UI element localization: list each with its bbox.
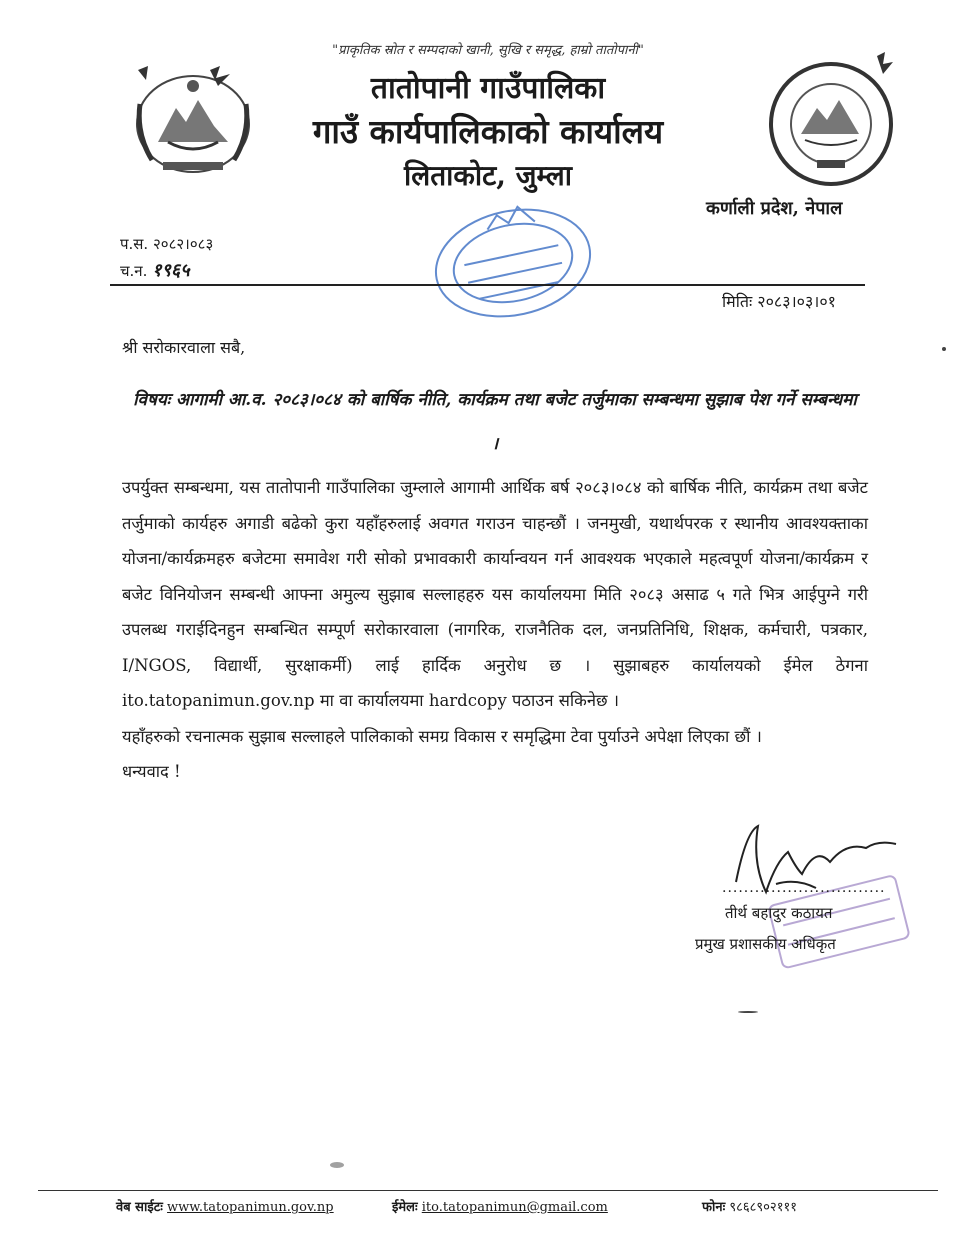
- ps-value: २०८२।०८३: [152, 235, 214, 253]
- signatory-name: तीर्थ बहादुर कठायत: [725, 904, 833, 922]
- subject-line: विषयः आगामी आ.व. २०८३।०८४ को बार्षिक नीति, कार्यक्रम तथा बजेट तर्जुमाका सम्बन्धमा सुझाब पेश गर्ने सम्बन्धमा ।: [133, 390, 857, 454]
- body-paragraph: उपर्युक्त सम्बन्धमा, यस तातोपानी गाउँपालिका जुम्लाले आगामी आर्थिक बर्ष २०८३।०८४ को बार्षिक नीति, कार्यक्रम तथा बजेट तर्जुमाको कार्यहरु अगाडी बढेको कुरा यहाँहरुलाई अवगत गराउन चाहन्छौं । जनमुखी, यथार्थपरक र स्थानीय आवश्यक्ताका योजना/कार्यक्रमहरु बजेटमा समावेश गरी सोको प्रभावकारी कार्यान्वयन गर्न आवश्यक भएकाले महत्वपूर्ण योजना/कार्यक्रम र बजेट विनियोजन सम्बन्धी आफ्ना अमुल्य सुझाब सल्लाहहरु यस कार्यालयमा मिति २०८३ असाढ ५ गते भित्र आईपुग्ने गरी उपलब्ध गराईदिनहुन सम्बन्धित सम्पूर्ण सरोकारवाला (नागरिक, राजनैतिक दल, जनप्रतिनिधि, शिक्षक, कर्मचारी, पत्रकार, I/NGOS, विद्यार्थी, सुरक्षाकर्मी) लाई हार्दिक अनुरोध छ । सुझाबहरु कार्यालयको ईमेल ठेगना ito.tatopanimun.gov.np मा वा कार्यालयमा hardcopy पठाउन सकिनेछ ।: [122, 478, 868, 710]
- scan-speck: [738, 1011, 758, 1013]
- header-divider: [110, 284, 865, 286]
- dispatch-number: [120, 258, 190, 282]
- office-name: गाउँ कार्यपालिकाको कार्यालय: [312, 112, 664, 151]
- letter-date: मितिः २०८३।०३।०१: [722, 292, 836, 311]
- signatory-title: प्रमुख प्रशासकीय अधिकृत: [695, 935, 836, 953]
- website-link[interactable]: www.tatopanimun.gov.np: [167, 1200, 334, 1215]
- signature-line: ..............................: [722, 880, 886, 896]
- office-stamp-icon: [425, 195, 600, 330]
- email-label: ईमेलः: [392, 1200, 418, 1215]
- footer-email: [392, 1197, 608, 1215]
- motto: "प्राकृतिक स्रोत र सम्पदाको खानी, सुखि र समृद्ध, हाम्रो तातोपानी": [332, 43, 644, 58]
- salutation: श्री सरोकारवाला सबै,: [122, 338, 246, 357]
- website-label: वेब साईटः: [116, 1200, 163, 1215]
- ps-label: प.स.: [120, 235, 149, 253]
- office-location: लिताकोट, जुम्ला: [403, 159, 573, 192]
- province: कर्णाली प्रदेश, नेपाल: [706, 198, 843, 219]
- municipality-seal-icon: [765, 50, 900, 190]
- footer-divider: [38, 1190, 938, 1191]
- footer-website: [116, 1197, 334, 1215]
- phone-number: ९८६८९०२१११: [729, 1200, 797, 1215]
- email-link[interactable]: ito.tatopanimun@gmail.com: [421, 1200, 608, 1215]
- reference-fiscal-year: [120, 234, 213, 254]
- closing: धन्यवाद !: [122, 762, 181, 781]
- body-paragraph: यहाँहरुको रचनात्मक सुझाब सल्लाहले पालिकाको समग्र विकास र समृद्धिमा टेवा पुर्याउने अपेक्षा लिएका छौं ।: [122, 726, 762, 746]
- org-name: तातोपानी गाउँपालिका: [370, 71, 606, 106]
- footer-phone: [702, 1197, 797, 1215]
- cn-label: च.न.: [120, 262, 148, 280]
- letter-body: [122, 470, 868, 790]
- phone-label: फोनः: [702, 1200, 726, 1215]
- scan-speck: [330, 1162, 344, 1168]
- cn-value: १९६५: [152, 260, 190, 281]
- scan-speck: [942, 347, 946, 351]
